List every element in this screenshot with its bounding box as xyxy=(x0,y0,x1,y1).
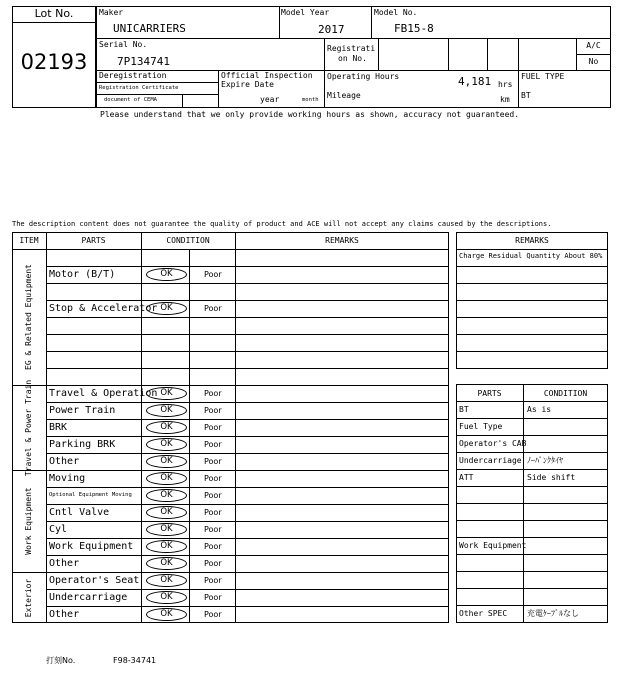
ok-mark: OK xyxy=(146,455,187,468)
pc-divider xyxy=(456,520,608,521)
poor-label: Poor xyxy=(204,491,222,500)
part-name: Operator's Seat xyxy=(49,575,140,586)
row-divider xyxy=(46,368,449,369)
row-divider xyxy=(46,317,449,318)
model-no-value: FB15-8 xyxy=(394,22,434,35)
pc-part: ATT xyxy=(459,473,474,482)
pc-part: Fuel Type xyxy=(459,422,503,431)
part-name: Motor (B/T) xyxy=(49,269,116,280)
pc-condition: As is xyxy=(527,405,552,414)
ok-mark: OK xyxy=(146,557,187,570)
hours-notice: Please understand that we only provide working hours as shown, accuracy not guaranteed. xyxy=(100,110,520,119)
pc-divider xyxy=(456,588,608,589)
remarks-divider xyxy=(456,283,608,284)
row-divider xyxy=(46,300,449,301)
registration-label-2: on No. xyxy=(338,54,367,63)
pc-divider xyxy=(456,554,608,555)
lot-label: Lot No. xyxy=(34,7,74,20)
pc-parts-header: PARTS xyxy=(477,389,502,398)
km-unit: km xyxy=(500,95,510,104)
row-divider xyxy=(46,487,449,488)
row-divider xyxy=(46,504,449,505)
ok-mark: OK xyxy=(146,438,187,451)
ok-mark: OK xyxy=(146,268,187,281)
poor-label: Poor xyxy=(204,457,222,466)
pc-part: Operator's CAB xyxy=(459,439,527,448)
pc-condition-header: CONDITION xyxy=(543,389,588,398)
group-divider xyxy=(12,572,449,573)
ok-mark: OK xyxy=(146,404,187,417)
part-name: Stop & Accelerator xyxy=(49,303,158,314)
part-name: Undercarriage xyxy=(49,592,128,603)
stamp-label: 打刻No. xyxy=(46,656,76,665)
pc-part: Undercarriage xyxy=(459,456,522,465)
remarks-divider xyxy=(456,351,608,352)
maker-label: Maker xyxy=(99,8,124,17)
group-label: Travel & Power Train xyxy=(24,379,33,476)
poor-label: Poor xyxy=(204,389,222,398)
group-label: Work Equipment xyxy=(24,487,33,555)
part-name: BRK xyxy=(49,422,68,433)
pc-part: BT xyxy=(459,405,469,414)
poor-label: Poor xyxy=(204,576,222,585)
pc-divider xyxy=(456,469,608,470)
fuel-type-value: BT xyxy=(521,91,531,100)
row-divider xyxy=(46,283,449,284)
model-year-label: Model Year xyxy=(281,8,330,17)
row-divider xyxy=(46,266,449,267)
poor-label: Poor xyxy=(204,610,222,619)
part-name: Other xyxy=(49,456,80,467)
poor-label: Poor xyxy=(204,559,222,568)
model-year-value: 2017 xyxy=(318,23,345,36)
registration-certificate-label: Registration Certificate xyxy=(99,85,179,91)
serial-value: 7P134741 xyxy=(117,55,170,68)
lot-number: 02193 xyxy=(20,50,88,74)
ok-mark: OK xyxy=(146,523,187,536)
part-name: Optional Equipment Moving xyxy=(49,492,132,498)
group-label: Exterior xyxy=(24,578,33,617)
remarks-divider xyxy=(456,317,608,318)
serial-label: Serial No. xyxy=(99,40,148,49)
poor-label: Poor xyxy=(204,508,222,517)
poor-label: Poor xyxy=(204,542,222,551)
maker-value: UNICARRIERS xyxy=(113,22,186,35)
part-name: Moving xyxy=(49,473,86,484)
pc-divider xyxy=(456,452,608,453)
ok-mark: OK xyxy=(146,608,187,621)
poor-label: Poor xyxy=(204,474,222,483)
pc-divider xyxy=(456,486,608,487)
deregistration-label: Deregistration xyxy=(99,71,167,80)
ok-mark: OK xyxy=(146,387,187,400)
pc-divider xyxy=(456,418,608,419)
ok-mark: OK xyxy=(146,302,187,315)
row-divider xyxy=(46,555,449,556)
part-name: Travel & Operation xyxy=(49,388,158,399)
condition-header: CONDITION xyxy=(166,236,210,245)
operating-hours-label: Operating Hours xyxy=(327,72,400,81)
pc-condition: Side shift xyxy=(527,473,576,482)
ok-mark: OK xyxy=(146,506,187,519)
group-divider xyxy=(12,470,449,471)
pc-divider xyxy=(456,605,608,606)
poor-label: Poor xyxy=(204,525,222,534)
part-name: Power Train xyxy=(49,405,116,416)
part-name: Parking BRK xyxy=(49,439,116,450)
parts-header: PARTS xyxy=(81,236,106,245)
part-name: Work Equipment xyxy=(49,541,134,552)
ok-mark: OK xyxy=(146,472,187,485)
disclaimer: The description content does not guarantee the quality of product and ACE will not accept any claims caused by the descriptions. xyxy=(12,220,552,228)
ok-mark: OK xyxy=(146,489,187,502)
poor-label: Poor xyxy=(204,423,222,432)
part-name: Cntl Valve xyxy=(49,507,110,518)
remarks-divider xyxy=(456,266,608,267)
group-label: EG & Related Equipment xyxy=(24,264,33,370)
operating-hours-value: 4,181 xyxy=(458,75,492,88)
part-name: Other xyxy=(49,558,80,569)
remarks-header: REMARKS xyxy=(325,236,359,245)
fuel-type-label: FUEL TYPE xyxy=(521,72,565,81)
expire-date-label: Expire Date xyxy=(221,80,274,89)
hrs-unit: hrs xyxy=(498,80,513,89)
group-divider xyxy=(12,385,449,386)
poor-label: Poor xyxy=(204,593,222,602)
row-divider xyxy=(46,453,449,454)
item-header: ITEM xyxy=(19,236,39,245)
pc-divider xyxy=(456,435,608,436)
row-divider xyxy=(46,538,449,539)
remarks-box-header: REMARKS xyxy=(515,236,549,245)
ok-mark: OK xyxy=(146,421,187,434)
stamp-value: F98-34741 xyxy=(113,656,157,665)
row-divider xyxy=(46,606,449,607)
part-name: Cyl xyxy=(49,524,68,535)
document-cema-label: document of CEMA xyxy=(104,97,157,103)
pc-part: Other SPEC xyxy=(459,609,508,618)
pc-condition: ﾉｰﾊﾟﾝｸﾀｲﾔ xyxy=(527,456,563,465)
row-divider xyxy=(46,436,449,437)
ok-mark: OK xyxy=(146,574,187,587)
pc-condition: 充電ｹｰﾌﾞﾙなし xyxy=(527,609,579,618)
poor-label: Poor xyxy=(204,406,222,415)
pc-divider xyxy=(456,503,608,504)
ac-label: A/C xyxy=(586,41,601,50)
ok-mark: OK xyxy=(146,591,187,604)
model-no-label: Model No. xyxy=(374,8,418,17)
pc-divider xyxy=(456,571,608,572)
remarks-divider xyxy=(456,249,608,250)
ac-value: No xyxy=(588,57,599,66)
poor-label: Poor xyxy=(204,304,222,313)
remarks-divider xyxy=(456,300,608,301)
pc-divider xyxy=(456,537,608,538)
year-label: year xyxy=(260,95,280,104)
pc-divider xyxy=(456,401,608,402)
remarks-divider xyxy=(456,334,608,335)
row-divider xyxy=(46,419,449,420)
row-divider xyxy=(46,589,449,590)
pc-part: Work Equipment xyxy=(459,541,527,550)
row-divider xyxy=(46,521,449,522)
official-inspection-label: Official Inspection xyxy=(221,71,313,80)
month-label: month xyxy=(302,97,319,103)
header-divider xyxy=(12,249,449,250)
poor-label: Poor xyxy=(204,270,222,279)
mileage-label: Mileage xyxy=(327,91,361,100)
row-divider xyxy=(46,402,449,403)
registration-label-1: Registrati xyxy=(327,44,376,53)
poor-label: Poor xyxy=(204,440,222,449)
remarks-line: Charge Residual Quantity About 80% xyxy=(459,252,603,260)
ok-mark: OK xyxy=(146,540,187,553)
row-divider xyxy=(46,334,449,335)
row-divider xyxy=(46,351,449,352)
part-name: Other xyxy=(49,609,80,620)
